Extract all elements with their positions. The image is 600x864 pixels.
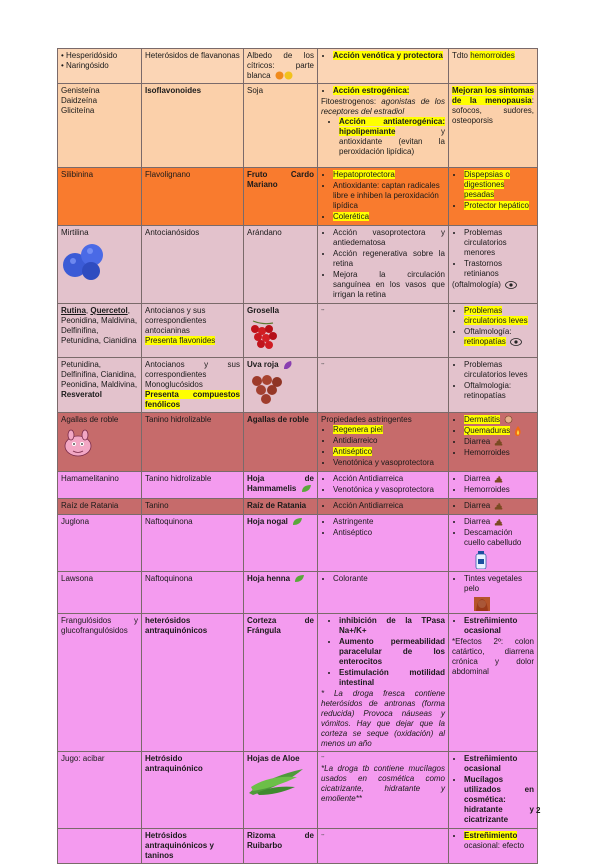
group-cell: Hetrósido antraquinónico <box>142 752 244 829</box>
compound-cell: Rutina, Quercetol, Peonidina, Maldivina, Delfinifina, Petunidina, Cianidina <box>58 304 142 358</box>
phytochemistry-table <box>57 48 541 864</box>
source-cell: Uva roja <box>244 358 318 413</box>
blueberry-image <box>61 241 107 281</box>
compound-cell: Petunidina, Delfinifina, Cianidina, Peonidina, Maldivina, Resveratol <box>58 358 142 413</box>
eye-icon <box>505 281 517 289</box>
source-cell: Rizoma de Ruibarbo <box>244 829 318 864</box>
table-row <box>58 499 538 515</box>
poop-icon <box>494 502 503 510</box>
action-cell: • Hepatoprotectora • Antioxidante: captan radicales libre e inhiben la peroxidación lipídica • Colerética <box>318 168 449 226</box>
group-cell: Antocianósidos <box>142 226 244 304</box>
grape-leaf-icon <box>283 360 294 370</box>
group-cell: Flavolignano <box>142 168 244 226</box>
compound-cell: Raíz de Ratania <box>58 499 142 515</box>
poop-icon <box>494 438 503 446</box>
use-cell: • Diarrea • Hemorroides <box>449 472 538 499</box>
action-cell: “” <box>318 304 449 358</box>
compound-cell: Jugo: acibar <box>58 752 142 829</box>
source-cell: Soja <box>244 84 318 168</box>
table-row <box>58 829 538 864</box>
source-cell: Arándano <box>244 226 318 304</box>
group-cell: Tanino <box>142 499 244 515</box>
compound-cell: Mirtilina <box>58 226 142 304</box>
source-cell: Corteza de Frángula <box>244 614 318 752</box>
table-row <box>58 304 538 358</box>
page-number: 2 <box>536 806 541 815</box>
use-cell: • Problemas circulatorios menores • Trastornos retinianos (oftalmología) <box>449 226 538 304</box>
table-row <box>58 413 538 472</box>
use-cell: Mejoran los síntomas de la menopausia: sofocos, sudores, osteoporsis <box>449 84 538 168</box>
table-row <box>58 84 538 168</box>
action-cell: • Colorante <box>318 572 449 614</box>
action-cell: “” *La droga tb contiene mucílagos usados en cosmética como cicatrizante, hidratante y emoliente** <box>318 752 449 829</box>
source-cell: Albedo de los cítricos: parte blanca <box>244 49 318 84</box>
use-cell: • Problemas circulatorios leves • Oftalmologia: retinopatías <box>449 358 538 413</box>
compound-cell: Lawsona <box>58 572 142 614</box>
henna-hair-image <box>474 597 490 611</box>
use-cell: • Estreñimiento ocasional *Efectos 2º: colon catártico, diarrena crónica y dolor abdominal <box>449 614 538 752</box>
use-cell: • Tintes vegetales pelo <box>449 572 538 614</box>
source-cell: Grosella <box>244 304 318 358</box>
action-cell: Propiedades astringentes • Regenera piel • Antidiarreico • Antiséptico • Venotónica y vasoprotectora <box>318 413 449 472</box>
action-cell: • Acción venótica y protectora <box>318 49 449 84</box>
skin-icon <box>504 415 513 424</box>
leaf-icon <box>294 574 305 583</box>
leaf-icon <box>301 484 312 493</box>
table-row <box>58 572 538 614</box>
table-row <box>58 614 538 752</box>
group-cell: Naftoquinona <box>142 515 244 572</box>
source-cell: Fruto Cardo Mariano <box>244 168 318 226</box>
compound-cell <box>58 49 142 84</box>
leaf-icon <box>292 517 303 526</box>
action-cell: • Acción Antidiarreica • Venotónica y vasoprotectora <box>318 472 449 499</box>
use-cell: • Estreñimiento ocasional • Mucílagos utilizados en cosmética: hidratante y cicatrizante <box>449 752 538 829</box>
poop-icon <box>494 518 503 526</box>
source-cell: Hoja nogal <box>244 515 318 572</box>
use-cell: • Diarrea • Descamación cuello cabelludo <box>449 515 538 572</box>
compound-cell: Hamamelitanino <box>58 472 142 499</box>
oak-gall-cartoon-image <box>61 428 95 460</box>
source-cell: Agallas de roble <box>244 413 318 472</box>
group-cell: Antocianos y sus correspondientes antocianinas Presenta flavonides <box>142 304 244 358</box>
bullet-item: • Hesperidósido <box>61 51 118 60</box>
use-cell: • Dispepsias o digestiones pesadas • Protector hepático <box>449 168 538 226</box>
compound-cell: Juglona <box>58 515 142 572</box>
shampoo-bottle-image <box>474 551 488 569</box>
bullet-item: • Naringósido <box>61 61 109 70</box>
action-cell: • Acción vasoprotectora y antiedematosa • Acción regenerativa sobre la retina • Mejora la circulación sanguínea en los vasos que irrigan la retina <box>318 226 449 304</box>
poop-icon <box>494 475 503 483</box>
action-cell: • Acción estrogénica: Fitoestrogenos: agonistas de los receptores del estradiol • Acción antiaterogénica: hipolipemiante y antioxidante (evitan la peroxidación lipídica) <box>318 84 449 168</box>
table-row <box>58 515 538 572</box>
group-cell: Heterósidos de flavanonas <box>142 49 244 84</box>
redcurrant-image <box>247 319 281 351</box>
use-cell: • Diarrea <box>449 499 538 515</box>
compound-cell: Silibinina <box>58 168 142 226</box>
use-cell: • Estreñimiento ocasional: efecto <box>449 829 538 864</box>
source-cell: Raíz de Ratania <box>244 499 318 515</box>
use-cell: • Dermatitis • Quemaduras • Diarrea • Hemorroides <box>449 413 538 472</box>
compound-cell: Frangulósidos y glucofrangulósidos <box>58 614 142 752</box>
compound-cell <box>58 829 142 864</box>
table-row <box>58 168 538 226</box>
compound-cell: Genisteína Daidzeína Gliciteína <box>58 84 142 168</box>
action-cell: • inhibición de la TPasa Na+/K+ • Aumento permeabilidad paracelular de los enterocitos • Estimulación motilidad intestinal * La droga fresca contiene heterósidos de antronas (forma reducida) Provoca náuseas y vómitos. Hay que dejar que la corteza se seque (oxidación) al menos un año <box>318 614 449 752</box>
compound-cell: Agallas de roble <box>58 413 142 472</box>
aloe-leaves-image <box>247 767 305 795</box>
group-cell: heterósidos antraquinónicos <box>142 614 244 752</box>
source-cell: Hojas de Aloe <box>244 752 318 829</box>
table-row <box>58 49 538 84</box>
red-grape-image <box>247 373 287 405</box>
table-row <box>58 358 538 413</box>
fire-icon <box>514 426 522 436</box>
group-cell: Tanino hidrolizable <box>142 413 244 472</box>
source-cell: Hoja de Hammamelis <box>244 472 318 499</box>
group-cell: Hetrósidos antraquinónicos y taninos <box>142 829 244 864</box>
table-row <box>58 226 538 304</box>
use-cell: Tdto hemorroides <box>449 49 538 84</box>
eye-icon <box>510 338 522 346</box>
table-row <box>58 752 538 829</box>
group-cell: Isoflavonoides <box>142 84 244 168</box>
group-cell: Tanino hidrolizable <box>142 472 244 499</box>
table-row <box>58 472 538 499</box>
orange-fruit-icon <box>275 71 293 80</box>
action-cell: • Astringente • Antiséptico <box>318 515 449 572</box>
action-cell: • Acción Antidiarreica <box>318 499 449 515</box>
use-cell: • Problemas circulatorios leves • Oftalmología: retinopatías <box>449 304 538 358</box>
source-cell: Hoja henna <box>244 572 318 614</box>
action-cell: “” <box>318 829 449 864</box>
group-cell: Antocianos y sus correspondientes Monoglucósidos Presenta compuestos fenólicos <box>142 358 244 413</box>
action-cell: “” <box>318 358 449 413</box>
group-cell: Naftoquinona <box>142 572 244 614</box>
